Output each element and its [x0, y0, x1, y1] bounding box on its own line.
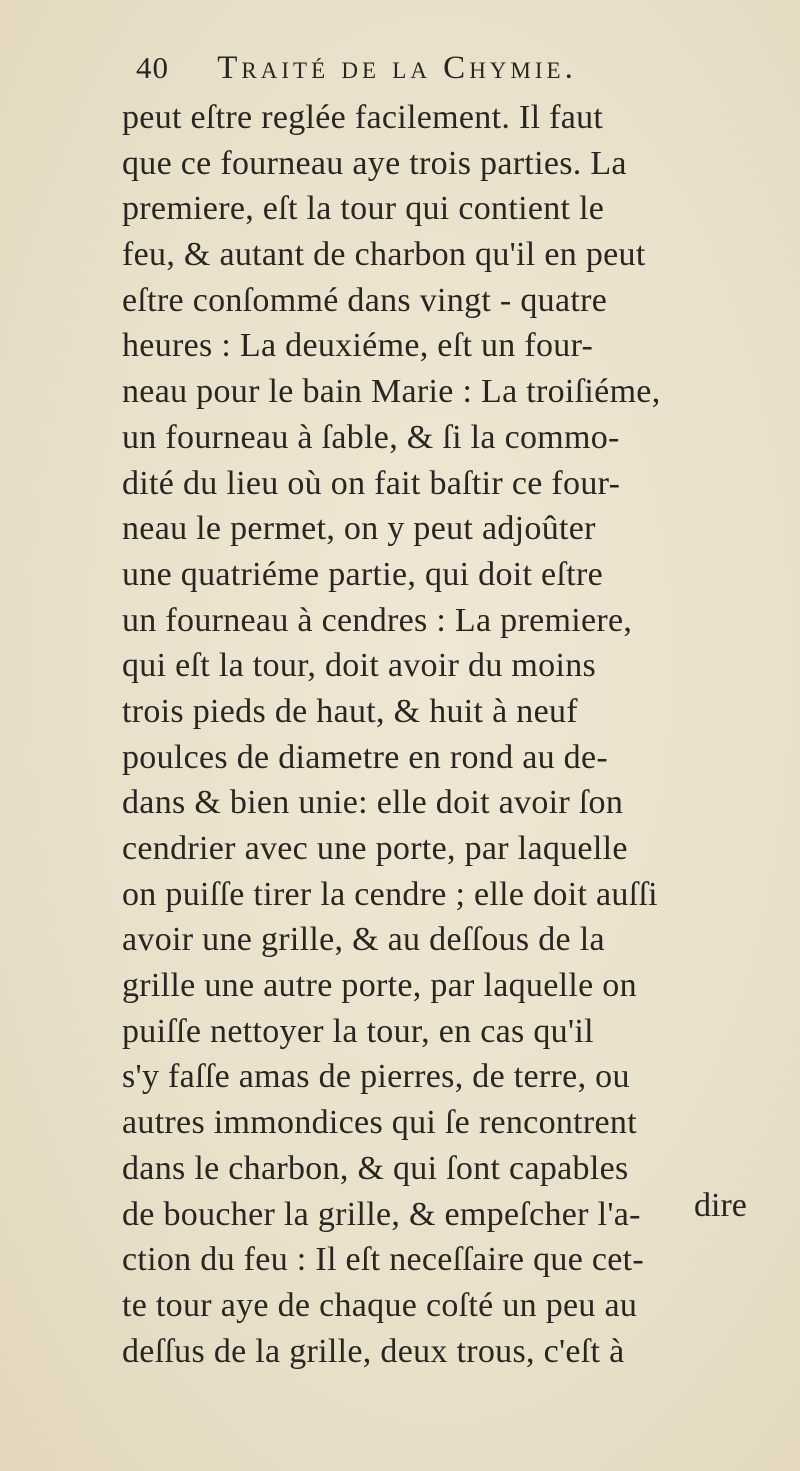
text-line: feu, & autant de charbon qu'il en peut	[122, 236, 646, 274]
catchword: dire	[694, 1187, 747, 1224]
text-line: puiſſe nettoyer la tour, en cas qu'il	[122, 1012, 594, 1050]
page-number: 40	[136, 50, 169, 85]
text-line: poulces de diametre en rond au de-	[122, 738, 609, 776]
text-line: ction du feu : Il eſt neceſſaire que cet-	[122, 1241, 645, 1279]
text-line: que ce fourneau aye trois parties. La	[122, 144, 627, 182]
text-line: dans le charbon, & qui ſont capables	[122, 1149, 629, 1187]
text-line: grille une autre porte, par laquelle on	[122, 967, 637, 1005]
text-line: une quatriéme partie, qui doit eſtre	[122, 555, 603, 593]
page-header	[136, 46, 756, 90]
text-line: trois pieds de haut, & huit à neuf	[122, 692, 578, 730]
text-line: eſtre conſommé dans vingt - quatre	[122, 281, 608, 319]
text-line: cendrier avec une porte, par laquelle	[122, 830, 628, 867]
text-line: on puiſſe tirer la cendre ; elle doit auſſi	[122, 875, 658, 913]
text-line: s'y faſſe amas de pierres, de terre, ou	[122, 1058, 630, 1096]
text-line: te tour aye de chaque coſté un peu au	[122, 1286, 638, 1324]
text-line: heures : La deuxiéme, eſt un four-	[122, 327, 594, 365]
text-line: un fourneau à ſable, & ſi la commo-	[122, 418, 620, 456]
text-line: deſſus de la grille, deux trous, c'eſt à	[122, 1332, 625, 1370]
text-line: neau le permet, on y peut adjoûter	[122, 510, 596, 548]
text-line: neau pour le bain Marie : La troiſiéme,	[122, 373, 661, 411]
text-line: autres immondices qui ſe rencontrent	[122, 1104, 637, 1142]
running-title: Traité de la Chymie.	[217, 50, 577, 86]
text-line: qui eſt la tour, doit avoir du moins	[122, 647, 597, 685]
text-line: peut eſtre reglée facilement. Il faut	[122, 99, 604, 136]
text-line: dans & bien unie: elle doit avoir ſon	[122, 784, 624, 822]
text-line: premiere, eſt la tour qui contient le	[122, 190, 605, 228]
text-line: de boucher la grille, & empeſcher l'a-	[122, 1195, 641, 1233]
text-line: dité du lieu où on fait baſtir ce four-	[122, 464, 621, 502]
text-line: un fourneau à cendres : La premiere,	[122, 601, 633, 639]
text-line: avoir une grille, & au deſſous de la	[122, 921, 605, 959]
